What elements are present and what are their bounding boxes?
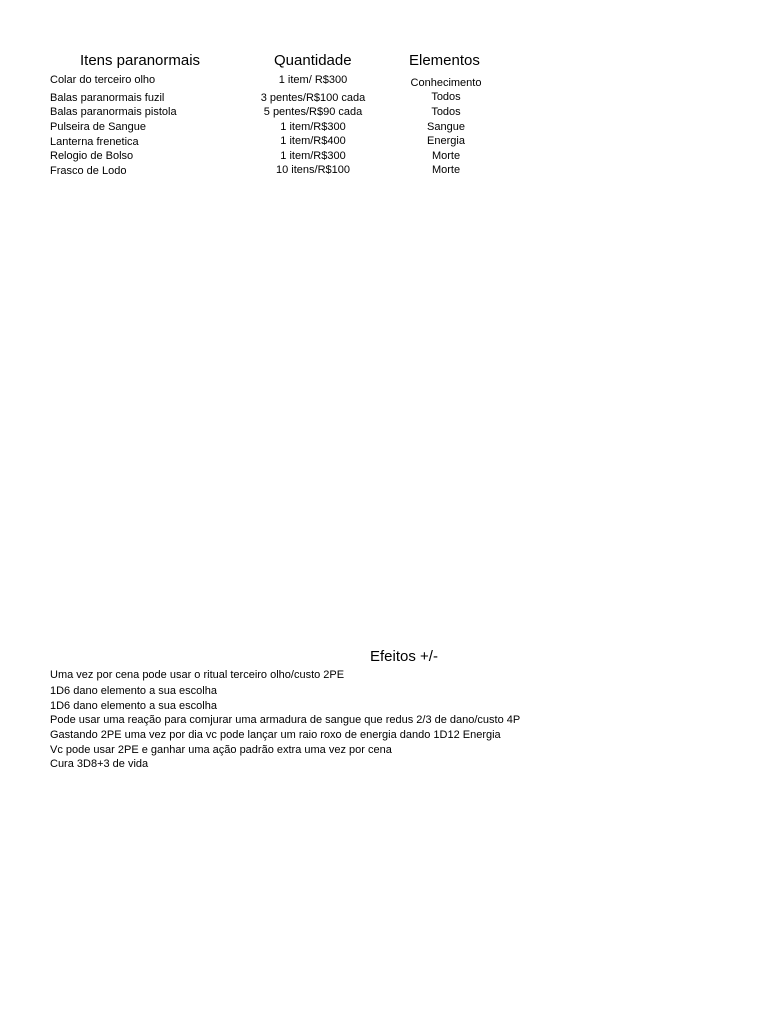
effect-line: Vc pode usar 2PE e ganhar uma ação padrão extra uma vez por cena bbox=[50, 744, 392, 756]
item-quantity: 1 item/ R$300 bbox=[278, 74, 348, 86]
item-name: Colar do terceiro olho bbox=[50, 74, 156, 86]
header-elements: Elementos bbox=[409, 52, 480, 69]
item-element: Todos bbox=[431, 106, 461, 118]
item-name: Pulseira de Sangue bbox=[50, 121, 147, 133]
item-element: Sangue bbox=[427, 121, 465, 133]
item-element: Conhecimento bbox=[410, 77, 482, 89]
item-name: Frasco de Lodo bbox=[50, 165, 127, 177]
item-name: Relogio de Bolso bbox=[50, 150, 134, 162]
effect-line: 1D6 dano elemento a sua escolha bbox=[50, 700, 217, 712]
effect-line: Gastando 2PE uma vez por dia vc pode lançar um raio roxo de energia dando 1D12 Energia bbox=[50, 729, 501, 741]
item-element: Morte bbox=[431, 150, 461, 162]
effect-line: 1D6 dano elemento a sua escolha bbox=[50, 685, 217, 697]
item-quantity: 1 item/R$300 bbox=[280, 150, 346, 162]
effects-title: Efeitos +/- bbox=[370, 648, 438, 665]
item-element: Energia bbox=[427, 135, 465, 147]
header-quantity: Quantidade bbox=[274, 52, 352, 69]
effect-line: Pode usar uma reação para comjurar uma armadura de sangue que redus 2/3 de dano/custo 4P bbox=[50, 714, 521, 726]
item-quantity: 3 pentes/R$100 cada bbox=[260, 92, 366, 104]
item-name: Lanterna frenetica bbox=[50, 136, 139, 148]
item-name: Balas paranormais pistola bbox=[50, 106, 177, 118]
item-name: Balas paranormais fuzil bbox=[50, 92, 165, 104]
item-element: Morte bbox=[431, 164, 461, 176]
item-quantity: 5 pentes/R$90 cada bbox=[263, 106, 363, 118]
header-items: Itens paranormais bbox=[80, 52, 201, 69]
effect-line: Uma vez por cena pode usar o ritual terceiro olho/custo 2PE bbox=[50, 669, 345, 681]
item-quantity: 10 itens/R$100 bbox=[276, 164, 350, 176]
effect-line: Cura 3D8+3 de vida bbox=[50, 758, 149, 770]
item-quantity: 1 item/R$300 bbox=[280, 121, 346, 133]
item-quantity: 1 item/R$400 bbox=[280, 135, 346, 147]
item-element: Todos bbox=[431, 91, 461, 103]
